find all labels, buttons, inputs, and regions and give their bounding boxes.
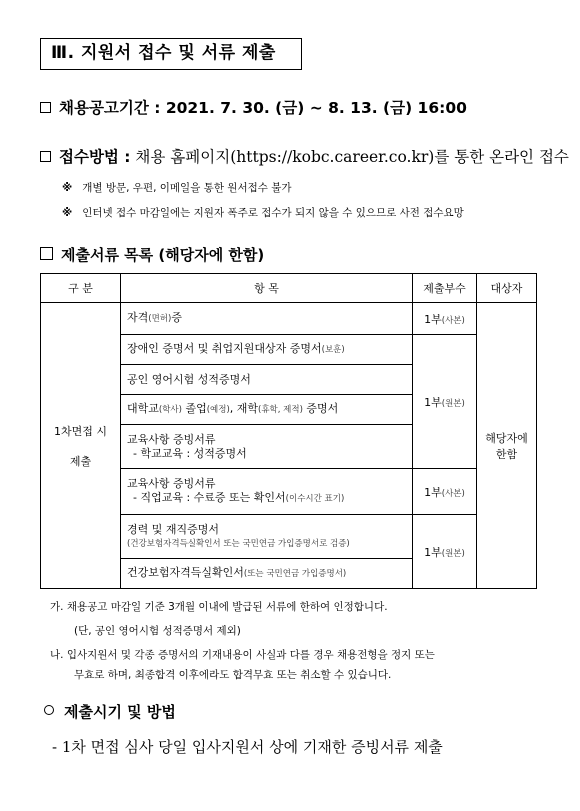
copies-small: (원본): [441, 548, 465, 559]
note-item: [62, 205, 464, 220]
item-text: 건강보험자격득실확인서: [127, 566, 244, 579]
copies-text: 1부: [424, 545, 442, 559]
note-text: 인터넷 접수 마감일에는 지원자 폭주로 접수가 되지 않을 수 있으므로 사전 접수요망: [82, 207, 464, 219]
item-small: (휴학, 제적): [258, 405, 303, 415]
category-line: 1차면접 시: [54, 424, 107, 438]
category-line: 제출: [69, 454, 92, 468]
career-homepage-url: https://kobc.career.co.kr: [236, 148, 429, 166]
item-text: 장애인 증명서 및 취업지원대상자 증명서: [127, 342, 322, 355]
item-cell: [121, 335, 413, 365]
header-copies: 제출부수: [413, 274, 477, 303]
document-table: [40, 273, 537, 589]
circle-bullet-icon: [44, 705, 54, 715]
table-header-row: [41, 274, 537, 303]
item-sub: - 학교교육 : 성적증명서: [133, 446, 247, 460]
item-cell: [121, 303, 413, 335]
copies-cell: [413, 515, 477, 589]
recruitment-period: [40, 96, 467, 118]
item-text: 대학교: [127, 402, 159, 415]
copies-cell: [413, 469, 477, 515]
target-line: 한함: [495, 447, 518, 461]
item-small: (보훈): [321, 345, 345, 355]
item-small: (건강보험자격득실확인서 또는 국민연금 가입증명서로 검증): [127, 538, 350, 549]
footnote: [50, 648, 435, 662]
document-list-title-text: 제출서류 목록 (해당자에 한함): [61, 246, 265, 264]
item-cell: [121, 559, 413, 589]
copies-text: 1부: [424, 312, 442, 326]
header-target: 대상자: [477, 274, 537, 303]
copies-text: 1부: [424, 395, 442, 409]
target-cell: [477, 303, 537, 589]
item-cell: [121, 515, 413, 559]
reference-mark-icon: ※: [62, 182, 73, 194]
copies-small: (사본): [441, 315, 465, 326]
reference-mark-icon: ※: [62, 207, 73, 219]
item-text: 졸업: [181, 402, 207, 415]
note-item: [62, 180, 292, 195]
item-cell: [121, 395, 413, 425]
submission-line: - 1차 면접 심사 당일 입사지원서 상에 기재한 증빙서류 제출: [52, 738, 443, 756]
footnote: [50, 600, 388, 614]
application-method: [40, 145, 569, 167]
header-item: 항 목: [121, 274, 413, 303]
method-label: 접수방법 :: [59, 148, 131, 166]
item-small: (이수시간 표기): [285, 494, 345, 504]
item-small: (예정): [206, 405, 230, 415]
item-text: 교육사항 증빙서류: [127, 432, 216, 446]
item-text: 증: [171, 311, 182, 324]
item-small: (면허): [148, 314, 172, 324]
document-list-title: [40, 244, 264, 265]
item-text: , 재학: [229, 402, 259, 415]
header-category: 구 분: [41, 274, 121, 303]
item-text: 경력 및 재직증명서: [127, 522, 220, 536]
item-small: (또는 국민연금 가입증명서): [243, 569, 347, 579]
item-text: 자격: [127, 311, 149, 324]
recruitment-period-text: 채용공고기간 : 2021. 7. 30. (금) ~ 8. 13. (금) 16:00: [59, 99, 467, 117]
item-text: 증명서: [302, 402, 339, 415]
item-cell: [121, 425, 413, 469]
copies-small: (원본): [441, 398, 465, 409]
method-text-pre: 채용 홈페이지(: [130, 148, 237, 166]
method-text-post: )를 통한 온라인 접수: [428, 148, 569, 166]
submission-title: [44, 701, 176, 722]
copies-text: 1부: [424, 485, 442, 499]
note-text: 개별 방문, 우편, 이메일을 통한 원서접수 불가: [82, 182, 292, 194]
item-text: 교육사항 증빙서류: [127, 477, 216, 490]
item-text: 공인 영어시험 성적증명서: [127, 372, 251, 386]
item-small: (학사): [158, 405, 182, 415]
section-title: Ⅲ. 지원서 접수 및 서류 제출: [40, 38, 302, 70]
target-line: 해당자에: [485, 431, 528, 445]
footnote-continuation: 무효로 하며, 최종합격 이후에라도 합격무효 또는 취소할 수 있습니다.: [74, 669, 392, 681]
copies-small: (사본): [441, 488, 465, 499]
submission-title-text: 제출시기 및 방법: [64, 703, 176, 721]
footnote-continuation: (단, 공인 영어시험 성적증명서 제외): [74, 625, 241, 637]
footnote-text: 입사지원서 및 각종 증명서의 기재내용이 사실과 다를 경우 채용전형을 정지 또는: [66, 649, 435, 661]
item-cell: [121, 365, 413, 395]
table-row: [41, 303, 537, 335]
footnote-mark: 나.: [50, 649, 64, 661]
copies-cell: [413, 335, 477, 469]
footnote-text: 채용공고 마감일 기준 3개월 이내에 발급된 서류에 한하여 인정합니다.: [66, 601, 388, 613]
checkbox-square-icon: [40, 151, 51, 162]
footnote-mark: 가.: [50, 601, 64, 613]
item-sub: - 직업교육 : 수료증 또는 확인서: [133, 491, 286, 504]
checkbox-square-icon: [40, 102, 51, 113]
checkbox-square-icon: [40, 247, 53, 260]
category-cell: [41, 303, 121, 589]
item-cell: [121, 469, 413, 515]
copies-cell: [413, 303, 477, 335]
